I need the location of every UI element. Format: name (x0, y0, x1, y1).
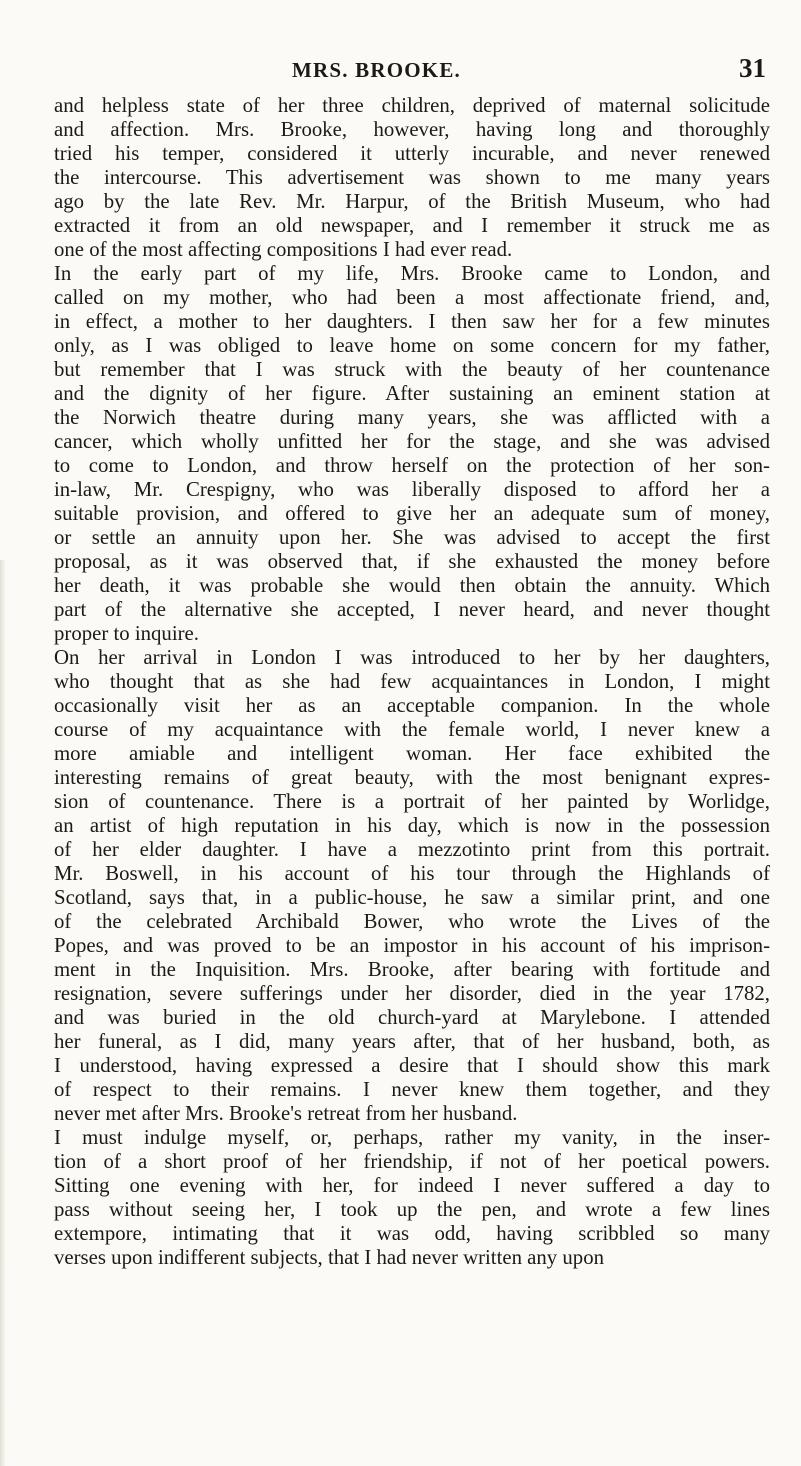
text-line: and was buried in the old church-yard at Marylebone. I attended (54, 1006, 770, 1029)
text-line: of respect to their remains. I never knew them together, and they (54, 1078, 770, 1101)
text-line: Mr. Boswell, in his account of his tour through the Highlands of (54, 862, 770, 885)
text-line: and the dignity of her figure. After sustaining an eminent station at (54, 382, 770, 405)
text-line: her death, it was probable she would then obtain the annuity. Which (54, 574, 770, 597)
text-line: pass without seeing her, I took up the pen, and wrote a few lines (54, 1198, 770, 1221)
text-line: resignation, severe sufferings under her disorder, died in the year 1782, (54, 982, 770, 1005)
text-line: her funeral, as I did, many years after, that of her husband, both, as (54, 1030, 770, 1053)
text-line: the intercourse. This advertisement was shown to me many years (54, 166, 770, 189)
text-line: Sitting one evening with her, for indeed I never suffered a day to (54, 1174, 770, 1197)
text-line: verses upon indifferent subjects, that I had never written any upon (54, 1246, 605, 1269)
text-line: more amiable and intelligent woman. Her face exhibited the (54, 742, 770, 765)
text-line: sion of countenance. There is a portrait of her painted by Worlidge, (54, 790, 770, 813)
text-line: extracted it from an old newspaper, and I remember it struck me as (54, 214, 770, 237)
text-line: an artist of high reputation in his day, which is now in the possession (54, 814, 770, 837)
text-line: one of the most affecting compositions I had ever read. (54, 238, 513, 261)
text-line: tried his temper, considered it utterly incurable, and never renewed (54, 142, 770, 165)
text-line: On her arrival in London I was introduced to her by her daughters, (54, 646, 770, 669)
text-line: never met after Mrs. Brooke's retreat from her husband. (54, 1102, 518, 1125)
text-line: occasionally visit her as an acceptable companion. In the whole (54, 694, 770, 717)
page-number: 31 (739, 53, 766, 83)
running-title: MRS. BROOKE. (292, 58, 461, 82)
text-line: and affection. Mrs. Brooke, however, having long and thoroughly (54, 118, 770, 141)
text-line: to come to London, and throw herself on the protection of her son- (54, 454, 770, 477)
text-line: who thought that as she had few acquaintances in London, I might (54, 670, 770, 693)
text-line: of her elder daughter. I have a mezzotinto print from this portrait. (54, 838, 770, 861)
text-line: suitable provision, and offered to give her an adequate sum of money, (54, 502, 770, 525)
text-line: ment in the Inquisition. Mrs. Brooke, after bearing with fortitude and (54, 958, 770, 981)
text-line: proper to inquire. (54, 622, 199, 645)
text-line: interesting remains of great beauty, with the most benignant expres- (54, 766, 770, 789)
text-line: Scotland, says that, in a public-house, he saw a similar print, and one (54, 886, 770, 909)
text-line: extempore, intimating that it was odd, having scribbled so many (54, 1222, 770, 1245)
text-line: part of the alternative she accepted, I never heard, and never thought (54, 598, 770, 621)
running-head (0, 53, 801, 88)
text-line: proposal, as it was observed that, if she exhausted the money before (54, 550, 770, 573)
text-line: ago by the late Rev. Mr. Harpur, of the British Museum, who had (54, 190, 770, 213)
text-line: but remember that I was struck with the beauty of her countenance (54, 358, 770, 381)
text-line: course of my acquaintance with the female world, I never knew a (54, 718, 770, 741)
text-line: I must indulge myself, or, perhaps, rather my vanity, in the inser- (54, 1126, 770, 1149)
text-line: called on my mother, who had been a most affectionate friend, and, (54, 286, 770, 309)
text-line: of the celebrated Archibald Bower, who wrote the Lives of the (54, 910, 770, 933)
text-line: In the early part of my life, Mrs. Brooke came to London, and (54, 262, 770, 285)
text-line: and helpless state of her three children, deprived of maternal solicitude (54, 94, 770, 117)
text-line: cancer, which wholly unfitted her for the stage, and she was advised (54, 430, 770, 453)
text-line: Popes, and was proved to be an impostor in his account of his imprison- (54, 934, 770, 957)
page-gutter-shadow (0, 560, 6, 1466)
text-line: the Norwich theatre during many years, she was afflicted with a (54, 406, 770, 429)
text-line: only, as I was obliged to leave home on some concern for my father, (54, 334, 770, 357)
text-line: I understood, having expressed a desire that I should show this mark (54, 1054, 770, 1077)
text-line: in effect, a mother to her daughters. I then saw her for a few minutes (54, 310, 770, 333)
text-line: in-law, Mr. Crespigny, who was liberally disposed to afford her a (54, 478, 770, 501)
text-line: or settle an annuity upon her. She was advised to accept the first (54, 526, 770, 549)
text-line: tion of a short proof of her friendship, if not of her poetical powers. (54, 1150, 770, 1173)
